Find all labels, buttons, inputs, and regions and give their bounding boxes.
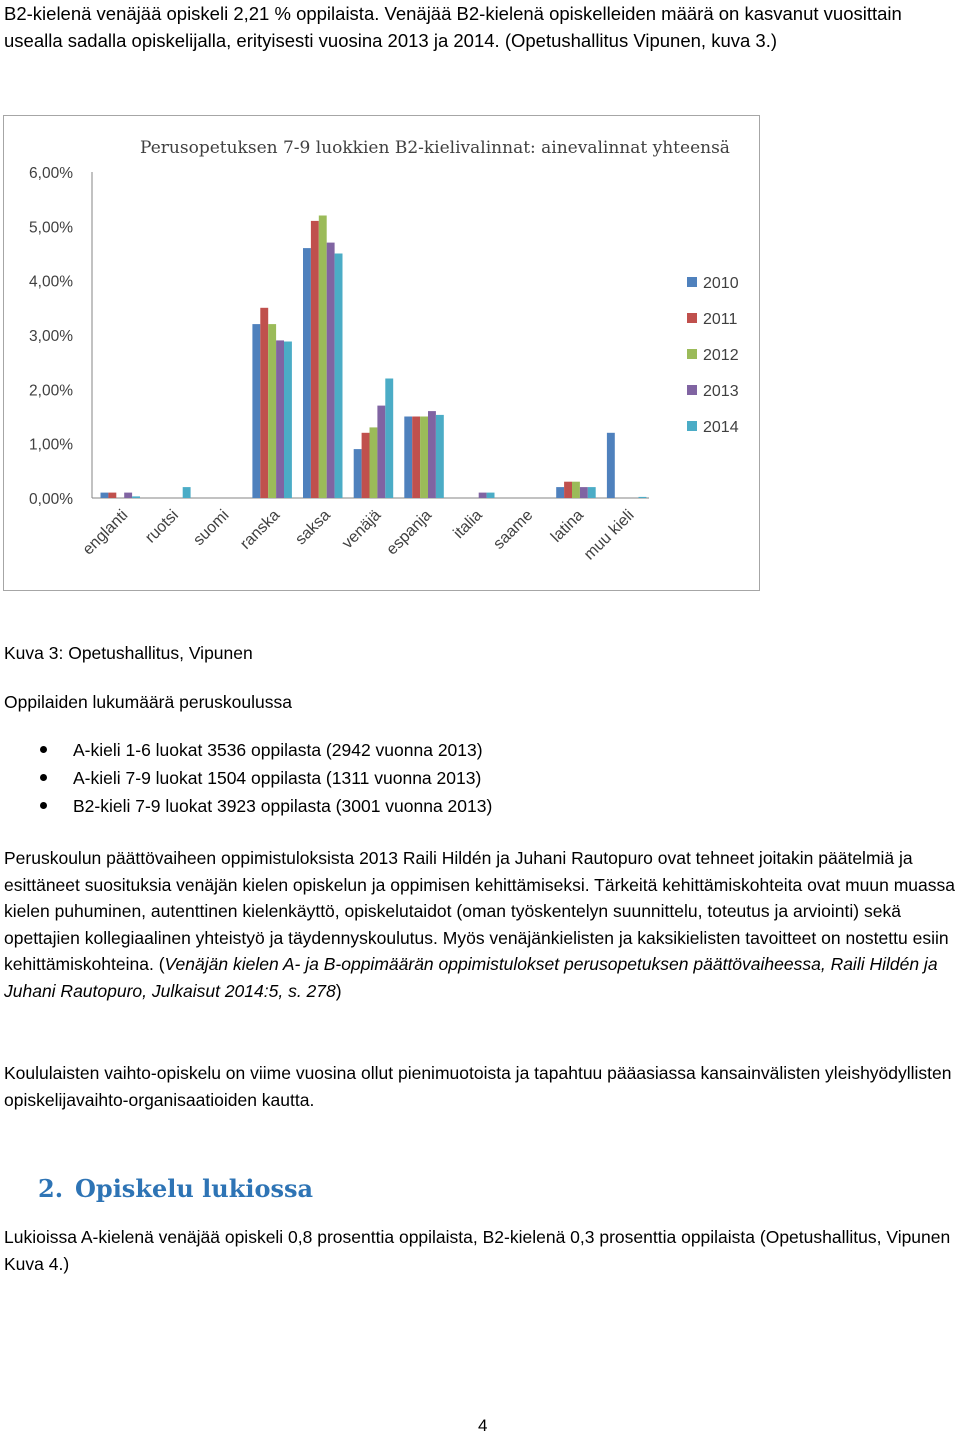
bar-2010-muu-kieli <box>607 433 615 498</box>
upper-secondary-paragraph: Lukioissa A-kielenä venäjää opiskeli 0,8 prosenttia oppilaista, B2-kielenä 0,3 prosenttia oppilaista (Opetushallitus, Vipunen Kuva 4.) <box>4 1227 951 1274</box>
legend-swatch-2012 <box>687 349 697 359</box>
bar-2012-espanja <box>420 417 428 499</box>
bar-2012-venäjä <box>370 427 378 498</box>
bar-2014-ranska <box>284 342 292 499</box>
bar-2014-ruotsi <box>183 487 191 498</box>
bar-2010-latina <box>556 487 564 498</box>
bar-2010-saksa <box>303 248 311 498</box>
category-label: muu kieli <box>580 506 638 564</box>
y-tick-label: 2,00% <box>29 382 73 400</box>
legend-swatch-2013 <box>687 385 697 395</box>
intro-paragraph: B2-kielenä venäjää opiskeli 2,21 % oppilaista. Venäjää B2-kielenä opiskelleiden määrä on kasvanut vuosittain usealla sadalla opiskelijalla, erityisesti vuosina 2013 ja 2014. (Opetushallitus Vipunen, kuva 3.) <box>4 3 902 51</box>
citation-close: ) <box>335 980 342 1001</box>
y-tick-label: 4,00% <box>29 273 73 291</box>
section-heading <box>38 1174 313 1203</box>
page-number: 4 <box>478 1416 488 1435</box>
section-title: Opiskelu lukiossa <box>75 1174 314 1203</box>
category-label: englanti <box>79 506 132 559</box>
bar-2014-venäjä <box>385 379 393 499</box>
list-item: B2-kieli 7-9 luokat 3923 oppilasta (3001 vuonna 2013) <box>40 792 492 820</box>
legend-swatch-2014 <box>687 421 697 431</box>
category-label: venäjä <box>339 506 385 553</box>
bar-2010-ranska <box>252 324 260 498</box>
bar-2011-latina <box>564 482 572 498</box>
bar-2013-latina <box>580 487 588 498</box>
bar-2013-espanja <box>428 411 436 498</box>
category-label: suomi <box>190 506 233 550</box>
bar-2013-venäjä <box>377 406 385 498</box>
bar-2014-muu-kieli <box>639 497 647 498</box>
citation-text: Venäjän kielen A- ja B-oppimäärän oppimistulokset perusopetuksen päättövaiheessa, Raili Hildén ja Juhani Rautopuro, Julkaisut 2014:5, s. 278 <box>4 954 938 1001</box>
y-tick-label: 6,00% <box>29 165 73 182</box>
category-label: ruotsi <box>142 506 182 547</box>
bar-2010-englanti <box>101 493 109 498</box>
student-count-list <box>40 736 492 820</box>
findings-paragraph <box>4 845 956 1004</box>
findings-text: Peruskoulun päättövaiheen oppimistuloksista 2013 Raili Hildén ja Juhani Rautopuro ovat tehneet joitakin päätelmiä ja esittäneet suosituksia venäjän kielen opiskelun ja oppimisen kehittämiseksi. Tärkeitä kehittämiskohteita ovat muun muassa kielen puhuminen, autenttinen kielenkäyttö, opiskelutaidot (oman työskentelyn suunnittelu, toteutus ja arviointi) sekä opettajien kollegiaalinen yhteistyö ja täydennyskoulutus. Myös venäjänkielisten ja kaksikielisten tavoitteet on nostettu esiin kehittämiskohteina. <box>4 848 956 974</box>
bar-2014-espanja <box>436 415 444 498</box>
chart-title: Perusopetuksen 7-9 luokkien B2-kielivalinnat: ainevalinnat yhteensä <box>140 138 730 158</box>
y-tick-label: 0,00% <box>29 491 73 508</box>
bar-2011-saksa <box>311 221 319 498</box>
legend-swatch-2011 <box>687 313 697 323</box>
bar-2013-englanti <box>124 493 132 498</box>
citation-open: ( <box>158 954 165 974</box>
y-tick-label: 3,00% <box>29 328 73 345</box>
bar-chart <box>3 115 760 591</box>
category-label: latina <box>547 506 588 546</box>
legend-label-2013: 2013 <box>703 383 739 400</box>
bar-2014-latina <box>588 487 596 498</box>
bar-2013-ranska <box>276 340 284 498</box>
figure-caption: Kuva 3: Opetushallitus, Vipunen <box>4 643 253 663</box>
bar-2011-englanti <box>108 493 116 498</box>
category-label: italia <box>450 506 486 543</box>
y-tick-label: 1,00% <box>29 436 73 454</box>
list-item: A-kieli 1-6 luokat 3536 oppilasta (2942 vuonna 2013) <box>40 736 492 764</box>
bar-2014-saksa <box>335 254 343 499</box>
list-item: A-kieli 7-9 luokat 1504 oppilasta (1311 vuonna 2013) <box>40 764 492 792</box>
legend-label-2011: 2011 <box>703 311 738 328</box>
category-label: espanja <box>383 506 436 559</box>
bar-2012-saksa <box>319 216 327 499</box>
legend-swatch-2010 <box>687 277 697 287</box>
legend-label-2014: 2014 <box>703 419 739 436</box>
bar-2011-espanja <box>412 417 420 499</box>
category-label: saksa <box>292 506 334 549</box>
legend-label-2012: 2012 <box>703 347 739 364</box>
bar-2010-espanja <box>404 417 412 499</box>
students-heading: Oppilaiden lukumäärä peruskoulussa <box>4 692 292 712</box>
bar-2012-ranska <box>268 324 276 498</box>
legend-label-2010: 2010 <box>703 275 739 292</box>
category-label: ranska <box>237 506 284 553</box>
exchange-paragraph: Koululaisten vaihto-opiskelu on viime vuosina ollut pienimuotoista ja tapahtuu pääasiassa kansainvälisten yleishyödyllisten opiskelijavaihto-organisaatioiden kautta. <box>4 1063 952 1110</box>
category-label: saame <box>490 506 537 553</box>
section-number: 2. <box>38 1174 64 1203</box>
bar-2011-ranska <box>260 308 268 498</box>
y-tick-label: 5,00% <box>29 219 73 237</box>
bar-2014-englanti <box>132 496 140 498</box>
bar-2010-venäjä <box>354 449 362 498</box>
bar-2013-italia <box>479 493 487 498</box>
bar-2012-latina <box>572 482 580 498</box>
bar-2011-venäjä <box>362 433 370 498</box>
bar-2014-italia <box>487 493 495 498</box>
chart-svg <box>4 116 761 592</box>
bar-2013-saksa <box>327 243 335 498</box>
